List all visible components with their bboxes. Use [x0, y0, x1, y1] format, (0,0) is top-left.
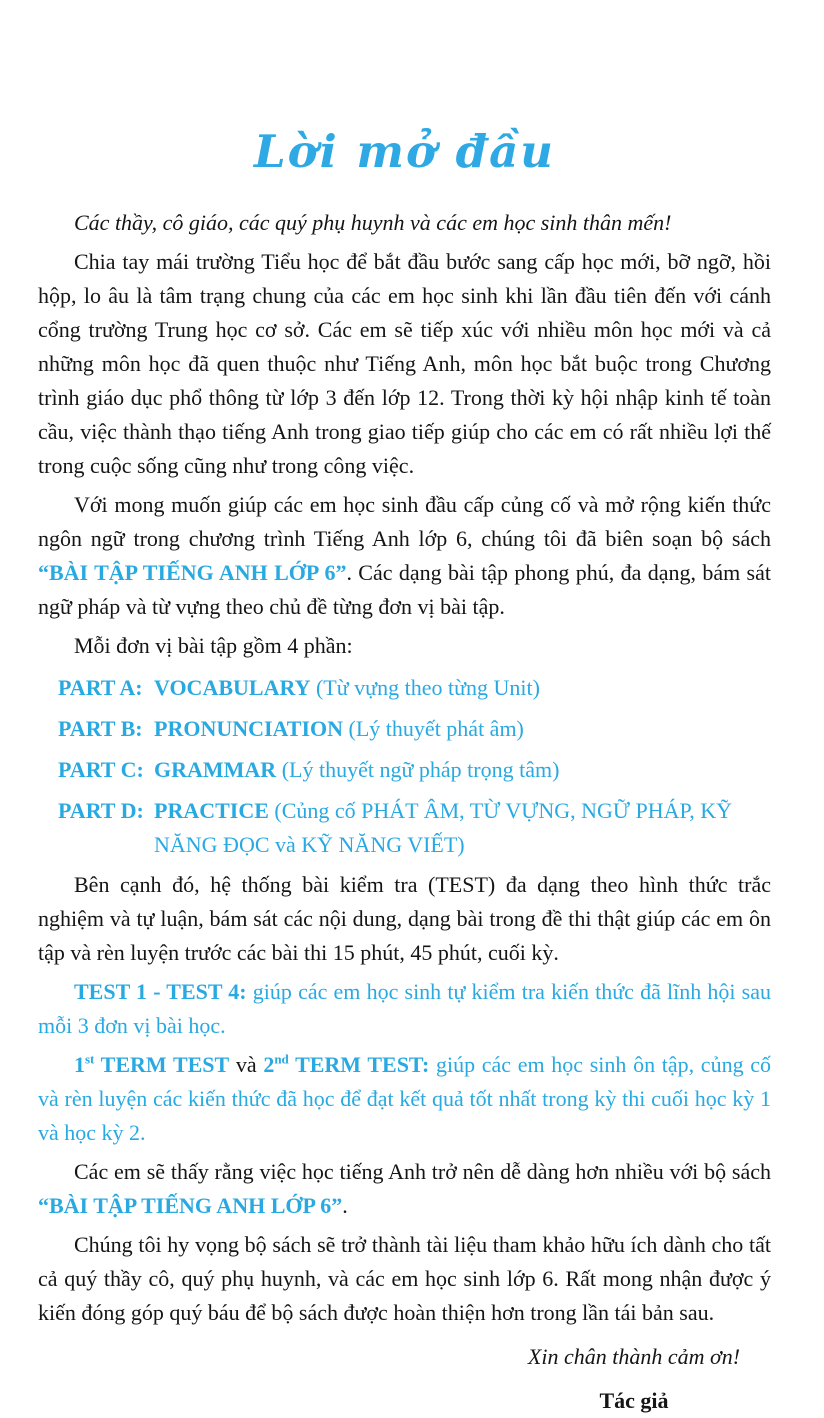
part-c-desc: (Lý thuyết ngữ pháp trọng tâm) — [276, 757, 560, 782]
easier-period: . — [342, 1193, 348, 1218]
closing-thanks: Xin chân thành cảm ơn! — [527, 1344, 741, 1369]
easier-text: Các em sẽ thấy rằng việc học tiếng Anh trở nên dễ dàng hơn nhiều với bộ sách — [74, 1159, 771, 1184]
parts-list — [38, 671, 771, 862]
first-term-test-label — [74, 1052, 229, 1077]
second-term-rest: TERM TEST: — [288, 1052, 430, 1077]
term-tests-text: giúp các em học sinh ôn tập, củng cố và rèn luyện các kiến thức đã học để đạt kết quả tốt nhất trong kỳ thi cuối học kỳ 1 và học kỳ 2. — [38, 1052, 772, 1145]
part-row-b — [58, 712, 771, 746]
book-title-highlight-2: “BÀI TẬP TIẾNG ANH LỚP 6” — [38, 1193, 343, 1218]
book-intro-text-before: Với mong muốn giúp các em học sinh đầu cấp củng cố và mở rộng kiến thức ngôn ngữ trong chương trình Tiếng Anh lớp 6, chúng tôi đã biên soạn bộ sách — [38, 492, 771, 551]
part-c-label: PART C: — [58, 757, 144, 782]
paragraph-term-tests — [38, 1048, 771, 1150]
part-d-desc: (Củng cố PHÁT ÂM, TỪ VỰNG, NGỮ PHÁP, KỸ NĂNG ĐỌC và KỸ NĂNG VIẾT) — [154, 798, 733, 857]
book-intro-text-after: . Các dạng bài tập phong phú, đa dạng, bám sát ngữ pháp và từ vựng theo chủ đề từng đơn vị bài tập. — [38, 560, 771, 619]
test-1-4-label: TEST 1 - TEST 4: — [74, 979, 247, 1004]
author-signature: Tác giả — [599, 1388, 669, 1413]
closing-block — [444, 1340, 824, 1418]
first-term-ordinal: st — [85, 1051, 95, 1067]
part-b-label: PART B: — [58, 716, 143, 741]
part-a-text — [154, 671, 771, 705]
part-a-label: PART A: — [58, 675, 143, 700]
parts-intro-line: Mỗi đơn vị bài tập gồm 4 phần: — [74, 633, 353, 658]
paragraph-book-intro — [38, 488, 771, 624]
paragraph-hope: Chúng tôi hy vọng bộ sách sẽ trở thành tài liệu tham khảo hữu ích dành cho tất cả quý thầy cô, quý phụ huynh, và các em học sinh lớp 6. Rất mong nhận được ý kiến đóng góp quý báu để bộ sách được hoàn thiện hơn trong lần tái bản sau. — [38, 1232, 771, 1325]
part-b-text — [154, 712, 771, 746]
part-b-name: PRONUNCIATION — [154, 716, 344, 741]
greeting-line: Các thầy, cô giáo, các quý phụ huynh và các em học sinh thân mến! — [74, 210, 672, 235]
part-d-label: PART D: — [58, 798, 144, 823]
first-term-num: 1 — [74, 1052, 85, 1077]
paragraph-easier — [38, 1155, 771, 1223]
second-term-num: 2 — [263, 1052, 275, 1077]
part-c-name: GRAMMAR — [154, 757, 277, 782]
paragraph-tests-system: Bên cạnh đó, hệ thống bài kiểm tra (TEST) đa dạng theo hình thức trắc nghiệm và tự luận, bám sát các nội dung, dạng bài trong đề thi thật giúp các em ôn tập và rèn luyện trước các bài thi 15 phút, 45 phút, cuối kỳ. — [38, 872, 771, 965]
part-a-name: VOCABULARY — [154, 675, 311, 700]
part-d-text — [154, 794, 771, 862]
part-a-desc: (Từ vựng theo từng Unit) — [310, 675, 540, 700]
first-term-rest: TERM TEST — [94, 1052, 230, 1077]
part-b-desc: (Lý thuyết phát âm) — [343, 716, 524, 741]
part-row-a — [58, 671, 771, 705]
test-1-4-text: giúp các em học sinh tự kiểm tra kiến thức đã lĩnh hội sau mỗi 3 đơn vị bài học. — [38, 979, 771, 1038]
second-term-test-label — [263, 1052, 429, 1077]
part-d-name: PRACTICE — [154, 798, 269, 823]
term-conjunction: và — [229, 1052, 264, 1077]
page-title: Lời mở đầu — [253, 125, 556, 178]
paragraph-intro: Chia tay mái trường Tiểu học để bắt đầu bước sang cấp học mới, bỡ ngỡ, hồi hộp, lo âu là tâm trạng chung của các em học sinh khi lần đầu tiên đến với cánh cổng trường Trung học cơ sở. Các em sẽ tiếp xúc với nhiều môn học mới và cả những môn học đã quen thuộc như Tiếng Anh, môn học bắt buộc trong Chương trình giáo dục phổ thông từ lớp 3 đến lớp 12. Trong thời kỳ hội nhập kinh tế toàn cầu, việc thành thạo tiếng Anh trong giao tiếp giúp cho các em có rất nhiều lợi thế trong cuộc sống cũng như trong công việc. — [38, 249, 771, 478]
part-row-c — [58, 753, 771, 787]
book-title-highlight: “BÀI TẬP TIẾNG ANH LỚP 6” — [38, 560, 347, 585]
second-term-ordinal: nd — [274, 1051, 289, 1067]
part-row-d — [58, 794, 771, 862]
paragraph-test-1-4 — [38, 975, 771, 1043]
part-c-text — [154, 753, 771, 787]
